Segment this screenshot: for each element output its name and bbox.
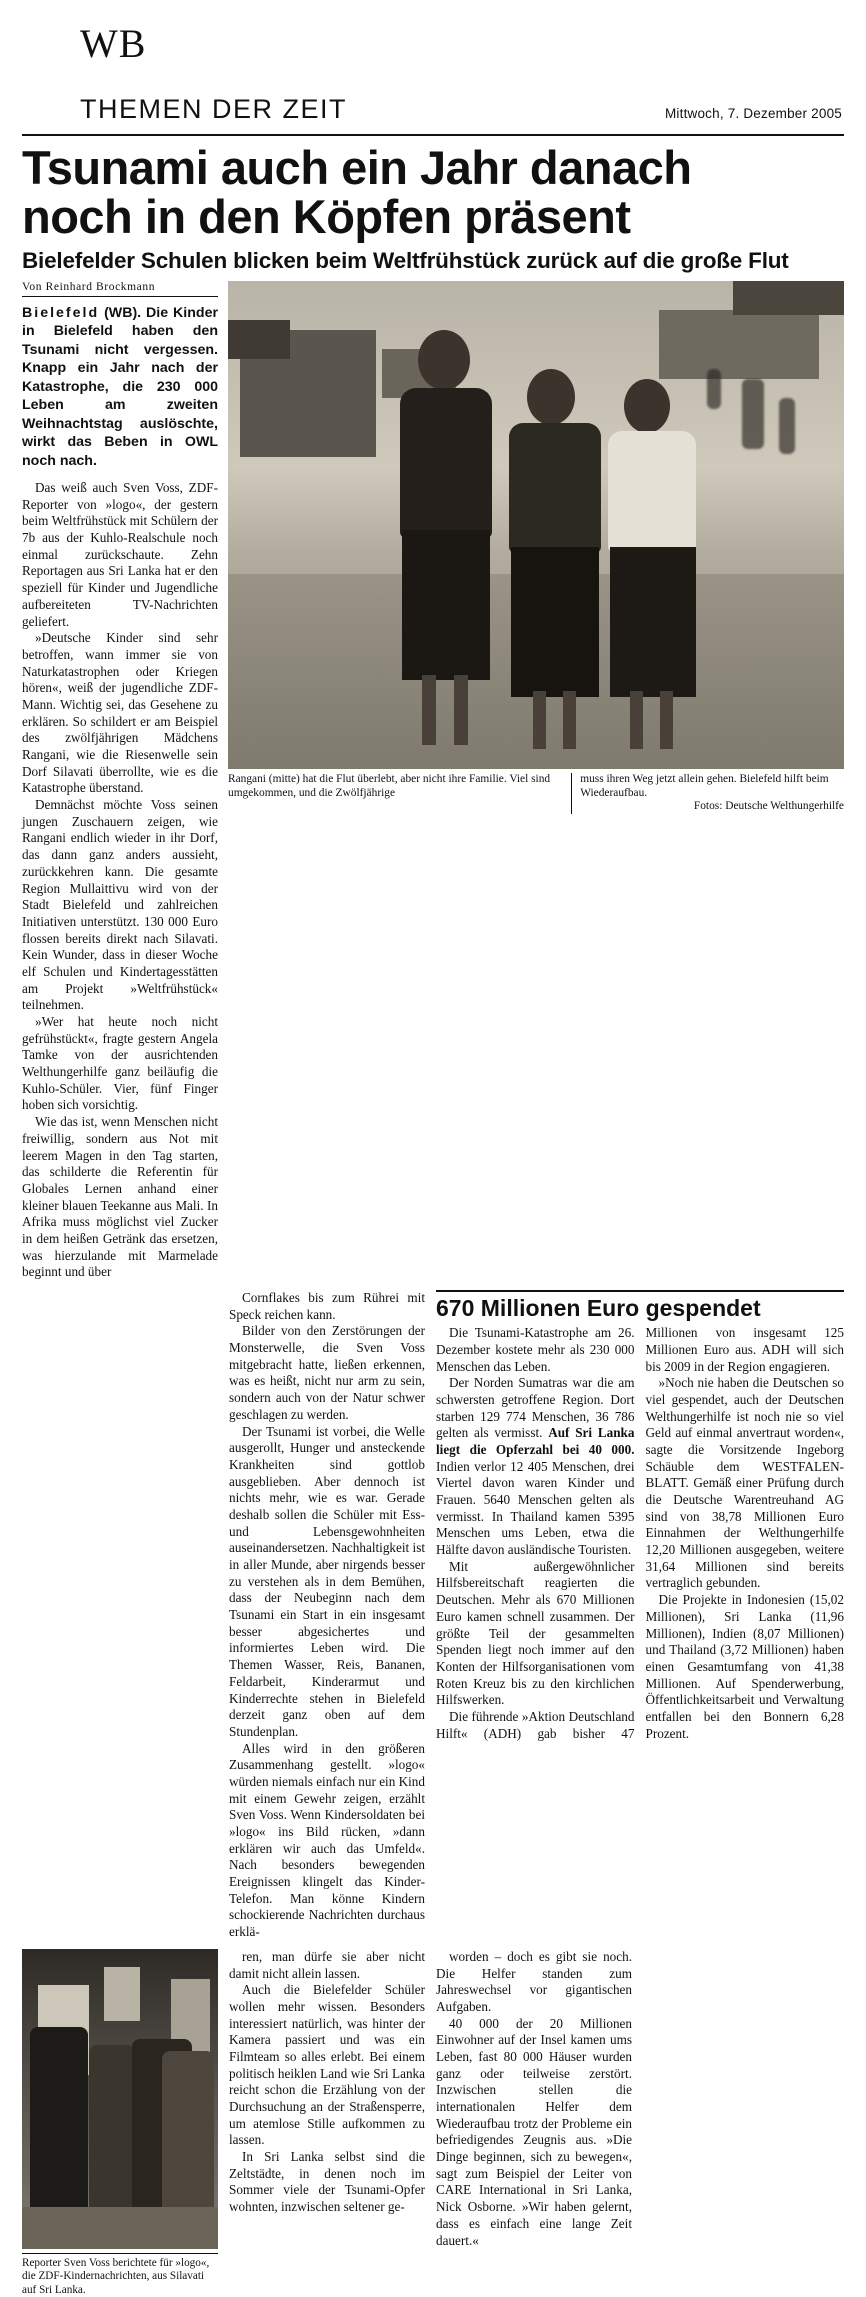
lower-photo-block xyxy=(22,1949,218,2297)
caption-text: muss ihren Weg jetzt allein gehen. Bielefeld hilft beim Wiederaufbau. xyxy=(580,772,829,799)
paragraph: Alles wird in den größeren Zusammenhang gestellt. »logo« würden niemals einfach nur ein Kind mit einem Gewehr zeigen, erzählt Sven Voss. Wenn Kindersoldaten bei »logo« ins Bild rücken, »dann erklären wir auch das Umfeld«. Nach besonders bewegenden Ereignissen klingelt das Kinder-Telefon. Man könne Kindern schockierende Nachrichten durchaus erklä- xyxy=(229,1740,425,1940)
sidebar-body xyxy=(436,1325,844,1742)
paragraph: Auch die Bielefelder Schüler wollen mehr wissen. Besonders interessiert natürlich, was hinter der Kamera passiert und was ein Filmteam so alles erlebt. Bei einem politisch heiklen Land wie Sri Lanka reicht schon die Erzählung von der Durchsuchung an der Straßensperre, um atemlose Stille aufkommen zu lassen. xyxy=(229,1982,425,2148)
paragraph: ren, man dürfe sie aber nicht damit nicht allein lassen. xyxy=(229,1948,425,1981)
paragraph: Das weiß auch Sven Voss, ZDF-Reporter von »logo«, der gestern beim Weltfrühstück mit Schülern der 7b aus der Kuhlo-Realschule noch einmal zurückschaute. Zehn Reportagen aus Sri Lanka hat er den speziell für Kinder und Jugendliche aufbereiteten TV-Nachrichten geliefert. xyxy=(22,480,218,629)
article-column-2 xyxy=(229,1290,425,1941)
paragraph: worden – doch es gibt sie noch. Die Helfer standen zum Jahreswechsel vor gigantischen Aufgaben. xyxy=(436,1948,632,2014)
header-divider xyxy=(22,134,844,136)
caption-part-1: Rangani (mitte) hat die Flut überlebt, aber nicht ihre Familie. Viel sind umgekommen, und die Zwölfjährige xyxy=(228,772,551,799)
paragraph: »Deutsche Kinder sind sehr betroffen, wann immer sie von Naturkatastrophen oder Kriegen hören«, weiß der jugendliche ZDF-Mann. Wichtig sei, das Gesehene zu erklären. So schildert er am Beispiel des zwölfjährigen Mädchens Rangani, wie die Riesenwelle sein Dorf Silavati überrollte, wie es die Katastrophe überstand. xyxy=(22,630,218,796)
article-subhead: Bielefelder Schulen blicken beim Weltfrühstück zurück auf die große Flut xyxy=(22,247,789,273)
article-lead xyxy=(22,304,218,470)
caption-part-2 xyxy=(571,773,844,814)
top-area xyxy=(22,281,844,1281)
paragraph: 40 000 der 20 Millionen Einwohner auf der Insel kamen ums Leben, fast 80 000 Häuser wurden ganz oder teilweise zerstört. Inzwischen stellen die internationalen Helfer dem Wiederaufbau trotz der Probleme ein befriedigendes Zeugnis aus. »Die Dinge beginnen, sich zu bewegen«, sagt zum Beispiel der Leiter von CARE International in Sri Lanka, Nick Osborne. »Wir haben gelernt, dass es einfach eine lange Zeit dauert.« xyxy=(436,2015,632,2248)
sidebar-divider xyxy=(436,1290,844,1292)
paragraph: Mit außergewöhnlicher Hilfsbereitschaft reagierten die Deutschen. Mehr als 670 Millionen Euro kamen schnell zusammen. Der größte Teil der gesammelten Spenden liegt noch immer auf den Konten der Hilfsorganisationen vom Roten Kreuz bis zu den kirchlichen Hilfswerken. xyxy=(436,1558,635,1708)
paragraph: »Wer hat heute noch nicht gefrühstückt«, fragte gestern Angela Tamke von der ausrichtenden Welthungerhilfe ganz beiläufig die Kuhlo-Schüler. Vier, fünf Finger hoben sich vorsichtig. xyxy=(22,1014,218,1113)
headline-line-1: Tsunami auch ein Jahr danach xyxy=(22,141,692,194)
main-photo-caption xyxy=(228,773,844,814)
paragraph: Demnächst möchte Voss seinen jungen Zuschauern zeigen, wie Rangani endlich wieder in ihr Dorf, das dann ganz anders aussieht, zurückkehren kann. Die gesamte Region Mullaittivu wird von der Stadt Bielefeld und zahlreichen Initiativen unterstützt. 130 000 Euro flossen bereits direkt nach Silavati. Kein Wunder, dass in dieser Woche elf Schulen und Kindertagesstätten am Projekt »Weltfrühstück« teilnehmen. xyxy=(22,797,218,1013)
paragraph: »Noch nie haben die Deutschen so viel gespendet, auch der Deutschen Welthungerhilfe ist noch nie so viel Geld auf einmal anvertraut worden«, sagte die Vorsitzende Ingeborg Schäuble dem WESTFALEN-BLATT. Gemäß einer Prüfung durch die Deutsche Warentreuhand AG sind von 38,78 Millionen Euro Einnahmen der Welthungerhilfe 12,20 Millionen ausgegeben, weitere 31,64 Millionen sind bereits vertraglich gebunden. xyxy=(645,1375,844,1591)
lower-photo-caption: Reporter Sven Voss berichtete für »logo«, die ZDF-Kindernachrichten, aus Silavati auf Sri Lanka. xyxy=(22,2253,218,2297)
headline-line-2: noch in den Köpfen präsent xyxy=(22,189,631,243)
paragraph: Der Tsunami ist vorbei, die Welle ausgerollt, Hunger und ansteckende Krankheiten sind gottlob ausgeblieben. Aber dennoch ist nichts mehr, wie es war. Gerade deshalb sollen die Schüler mit Ess- und Lebensgewohnheiten auseinandersetzen. Nachhaltigkeit ist in aller Munde, aber nirgends besser zu verstehen als in dem Bemühen, dass der Neubeginn nach dem Tsunami ein Start in ein insgesamt besser abgesichertes und informiertes Leben wird. Die Themen Wasser, Reis, Bananen, Feldarbeit, Kinderarmut und Kinderrechte stehen in Bielefeld derzeit ganz oben auf dem Stundenplan. xyxy=(229,1423,425,1739)
article-column-4 xyxy=(436,1949,632,2297)
lead-text: (WB). Die Kinder in Bielefeld haben den Tsunami nicht vergessen. Knapp ein Jahr nach der Katastrophe, die 230 000 Leben am zweiten Weihnachtstag auslöschte, wirkt das Beben in OWL noch nach. xyxy=(22,304,218,469)
byline: Von Reinhard Brockmann xyxy=(22,281,218,297)
article-column-1 xyxy=(22,281,218,1281)
sidebar-box xyxy=(436,1290,844,1941)
paragraph: Die führende »Aktion Deutschland Hilft« (ADH) gab bisher 47 Millionen von insgesamt 125 Millionen Euro aus. ADH will sich bis 2009 in der Region engagieren. xyxy=(436,1325,844,1741)
paragraph: Cornflakes bis zum Rührei mit Speck reichen kann. xyxy=(229,1290,425,1322)
dateline-place: Bielefeld xyxy=(22,304,100,321)
article-column-3 xyxy=(229,1949,425,2297)
section-bar xyxy=(22,94,844,131)
paragraph: In Sri Lanka selbst sind die Zeltstädte, in denen noch im Sommer viele der Tsunami-Opfer wohnten, inzwischen seltener ge- xyxy=(229,2149,425,2215)
photo-reporter-sven-voss xyxy=(22,1949,218,2249)
paragraph: Der Norden Sumatras war die am schwersten getroffene Region. Dort starben 129 774 Menschen, 36 786 gelten als vermisst. Auf Sri Lanka liegt die Opferzahl bei 40 000. Indien verlor 12 405 Menschen, drei Viertel davon waren Kinder und Frauen. 5640 Menschen gelten als vermisst. In Thailand kamen 5395 Menschen ums Leben, etwa die Hälfte davon ausländische Touristen. xyxy=(436,1375,635,1558)
main-photo-block xyxy=(228,281,844,1281)
page-title xyxy=(22,141,844,243)
article-column-5-spacer xyxy=(643,1949,839,2297)
bottom-area xyxy=(22,1949,844,2297)
photo-credit: Fotos: Deutsche Welthungerhilfe xyxy=(693,800,844,813)
section-date: Mittwoch, 7. Dezember 2005 xyxy=(664,106,842,121)
paragraph: Bilder von den Zerstörungen der Monsterwelle, die Sven Voss mitgebracht hatte, ließen erkennen, was es heißt, nicht nur arm zu sein, sondern auch von der Natur schwer geschlagen zu werden. xyxy=(229,1323,425,1422)
lower-area xyxy=(22,1290,844,1941)
sidebar-title: 670 Millionen Euro gespendet xyxy=(436,1295,761,1322)
paragraph: Die Tsunami-Katastrophe am 26. Dezember kostete mehr als 230 000 Menschen das Leben. xyxy=(436,1325,635,1374)
photo-tsunami-girls xyxy=(228,281,844,769)
section-title: THEMEN DER ZEIT xyxy=(80,94,348,124)
article-column-1-cont xyxy=(22,1290,218,1941)
paragraph: Die Projekte in Indonesien (15,02 Millionen), Sri Lanka (11,96 Millionen), Indien (8,07 Millionen) und Thailand (3,72 Millionen) haben einen Gesamtumfang von 41,38 Millionen. Auf Spenderwerbung, Öffentlichkeitsarbeit und Verwaltung entfallen bei den Bonnern 6,28 Prozent. xyxy=(645,1592,844,1741)
masthead-logo: WB xyxy=(80,21,147,66)
paragraph: Wie das ist, wenn Menschen nicht freiwillig, sondern aus Not mit leerem Magen in den Tag starten, das schilderte die Referentin für Globales Lernen anhand einer kleiner blauen Teekanne aus Mali. In Afrika muss möglichst viel Zucker in dem heißen Getränk das ersetzen, was hierzulande mit Marmelade beginnt und über xyxy=(22,1114,218,1280)
